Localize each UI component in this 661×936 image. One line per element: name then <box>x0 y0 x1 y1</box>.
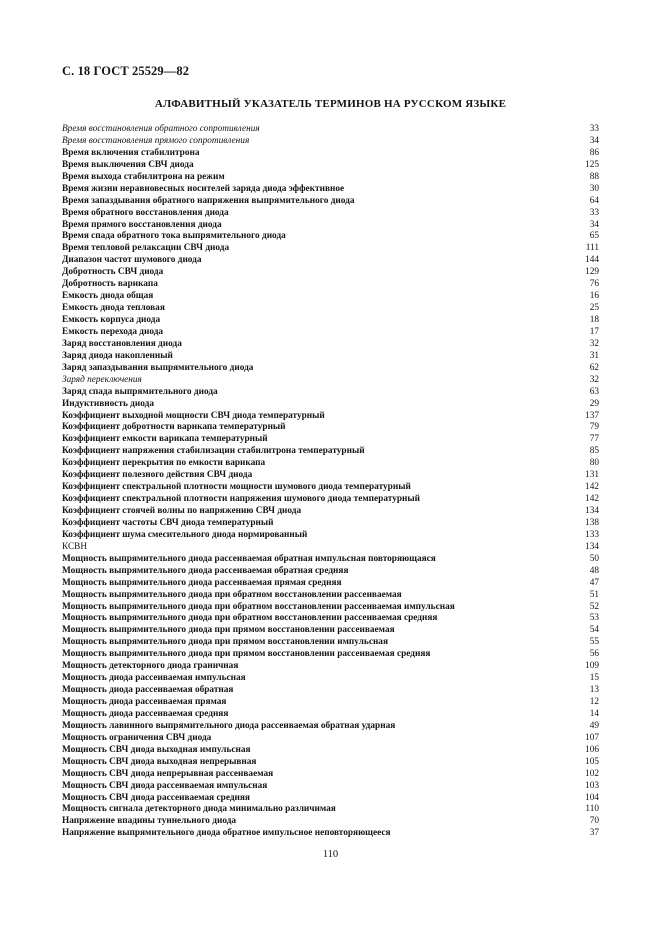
index-term: Заряд восстановления диода <box>62 338 182 349</box>
index-term: Диапазон частот шумового диода <box>62 255 202 266</box>
index-entry <box>62 816 599 828</box>
index-page-ref: 49 <box>589 720 599 731</box>
index-entry <box>62 446 599 458</box>
index-page-ref: 14 <box>589 708 599 719</box>
index-page-ref: 133 <box>585 529 599 540</box>
index-term: Мощность выпрямительного диода рассеиваемая обратная средняя <box>62 565 349 576</box>
index-page-ref: 18 <box>589 315 599 325</box>
index-entry <box>62 208 599 220</box>
index-page-ref: 142 <box>585 494 599 505</box>
index-term: Коэффициент добротности варикапа температурный <box>62 422 286 433</box>
index-term: Коэффициент выходной мощности СВЧ диода температурный <box>62 410 325 421</box>
index-term: Коэффициент стоячей волны по напряжению СВЧ диода <box>62 506 302 516</box>
index-term: Коэффициент частоты СВЧ диода температурный <box>62 517 274 528</box>
index-page-ref: 50 <box>589 553 599 564</box>
index-entry <box>62 422 599 434</box>
index-term: Мощность выпрямительного диода рассеиваемая обратная импульсная повторяющаяся <box>62 553 436 564</box>
index-entry <box>62 124 599 136</box>
index-term: Емкость диода общая <box>62 291 154 302</box>
index-term: Коэффициент спектральной плотности мощности шумового диода температурный <box>62 482 411 493</box>
index-entry <box>62 136 599 148</box>
index-term: Заряд запаздывания выпрямительного диода <box>62 362 254 373</box>
index-page-ref: 104 <box>585 792 599 803</box>
index-page-ref: 52 <box>589 601 599 612</box>
index-term: Мощность СВЧ диода выходная непрерывная <box>62 756 257 767</box>
index-page-ref: 37 <box>589 828 599 839</box>
index-term: Мощность диода рассеиваемая обратная <box>62 685 234 696</box>
index-page-ref: 85 <box>589 446 599 457</box>
index-entry <box>62 327 599 339</box>
index-entry <box>62 542 599 554</box>
index-page-ref: 15 <box>589 673 599 684</box>
index-page-ref: 34 <box>589 219 599 230</box>
index-term: Емкость диода тепловая <box>62 303 165 314</box>
index-page-ref: 107 <box>585 732 599 743</box>
index-entry <box>62 613 599 625</box>
index-entry <box>62 781 599 793</box>
index-page-ref: 54 <box>589 625 599 636</box>
index-term: Мощность диода рассеиваемая средняя <box>62 708 229 719</box>
index-entry <box>62 339 599 351</box>
index-term: Время жизни неравновесных носителей заряда диода эффективное <box>62 183 345 194</box>
index-entry <box>62 196 599 208</box>
index-entry <box>62 590 599 602</box>
index-term: Время восстановления прямого сопротивления <box>62 135 250 146</box>
index-term: Мощность лавинного выпрямительного диода рассеиваемая обратная ударная <box>62 720 396 731</box>
index-term: Время спада обратного тока выпрямительного диода <box>62 231 286 242</box>
index-entry <box>62 411 599 423</box>
index-term: Коэффициент напряжения стабилизации стабилитрона температурный <box>62 446 365 457</box>
index-entry <box>62 255 599 267</box>
index-entry <box>62 363 599 375</box>
index-page-ref: 80 <box>589 458 599 469</box>
index-term: Время тепловой релаксации СВЧ диода <box>62 243 230 254</box>
index-page-ref: 64 <box>589 195 599 206</box>
index-term: Мощность СВЧ диода рассеиваемая импульсная <box>62 780 268 791</box>
index-term: Индуктивность диода <box>62 398 154 409</box>
index-page-ref: 32 <box>589 374 599 385</box>
index-term: КСВН <box>62 541 88 552</box>
index-term: Мощность выпрямительного диода при обратном восстановлении рассеиваемая средняя <box>62 613 438 624</box>
index-entry <box>62 184 599 196</box>
index-page-ref: 138 <box>585 517 599 528</box>
index-term: Коэффициент емкости варикапа температурный <box>62 434 268 445</box>
index-term: Добротность варикапа <box>62 279 158 290</box>
index-term: Емкость перехода диода <box>62 326 164 337</box>
index-entry <box>62 470 599 482</box>
index-term: Время запаздывания обратного напряжения выпрямительного диода <box>62 195 355 206</box>
index-term: Мощность выпрямительного диода рассеиваемая прямая средняя <box>62 577 342 588</box>
index-page-ref: 88 <box>589 171 599 182</box>
index-term: Мощность СВЧ диода непрерывная рассеиваемая <box>62 768 274 779</box>
index-page-ref: 56 <box>589 649 599 660</box>
index-term: Мощность СВЧ диода выходная импульсная <box>62 744 251 755</box>
index-page-ref: 134 <box>585 506 599 516</box>
index-page-ref: 30 <box>589 183 599 194</box>
index-entry <box>62 160 599 172</box>
index-term: Мощность выпрямительного диода при обратном восстановлении рассеиваемая импульсная <box>62 601 455 612</box>
index-entry <box>62 697 599 709</box>
index-entry <box>62 602 599 614</box>
index-entry <box>62 804 599 816</box>
index-entry <box>62 351 599 363</box>
index-entry <box>62 220 599 232</box>
index-term: Мощность выпрямительного диода при прямом восстановлении рассеиваемая средняя <box>62 649 431 660</box>
index-entry <box>62 733 599 745</box>
index-term: Мощность диода рассеиваемая прямая <box>62 697 227 707</box>
index-entry <box>62 757 599 769</box>
index-page-ref: 110 <box>585 804 599 815</box>
index-term: Емкость корпуса диода <box>62 315 161 325</box>
index-term: Напряжение впадины туннельного диода <box>62 816 237 827</box>
index-term: Коэффициент шума смесительного диода нормированный <box>62 529 308 540</box>
index-entry <box>62 494 599 506</box>
index-page-ref: 77 <box>589 434 599 445</box>
index-page-ref: 79 <box>589 422 599 433</box>
index-entry <box>62 387 599 399</box>
index-page-ref: 142 <box>585 482 599 493</box>
index-entry <box>62 279 599 291</box>
index-page-ref: 144 <box>585 255 599 266</box>
index-term: Мощность сигнала детекторного диода минимально различимая <box>62 804 336 815</box>
index-page-ref: 86 <box>589 147 599 158</box>
term-index-list <box>62 124 599 840</box>
index-term: Заряд спада выпрямительного диода <box>62 386 218 397</box>
index-page-ref: 34 <box>589 135 599 146</box>
index-page-ref: 102 <box>585 768 599 779</box>
index-entry <box>62 685 599 697</box>
index-term: Заряд переключения <box>62 374 142 385</box>
index-page-ref: 32 <box>589 338 599 349</box>
index-entry <box>62 267 599 279</box>
index-entry <box>62 578 599 590</box>
index-page-ref: 76 <box>589 279 599 290</box>
index-term: Напряжение выпрямительного диода обратное импульсное неповторяющееся <box>62 828 391 839</box>
index-entry <box>62 554 599 566</box>
index-page-ref: 29 <box>589 398 599 409</box>
index-term: Мощность диода рассеиваемая импульсная <box>62 673 246 684</box>
index-entry <box>62 625 599 637</box>
index-term: Мощность СВЧ диода рассеиваемая средняя <box>62 792 250 803</box>
index-entry <box>62 375 599 387</box>
index-entry <box>62 231 599 243</box>
index-entry <box>62 649 599 661</box>
index-page-ref: 134 <box>585 541 599 552</box>
index-term: Мощность детекторного диода граничная <box>62 661 239 672</box>
index-entry <box>62 291 599 303</box>
index-entry <box>62 243 599 255</box>
index-term: Время прямого восстановления диода <box>62 219 222 230</box>
index-page-ref: 17 <box>589 326 599 337</box>
index-entry <box>62 172 599 184</box>
index-entry <box>62 745 599 757</box>
index-entry <box>62 709 599 721</box>
index-page-ref: 16 <box>589 291 599 302</box>
index-page-ref: 65 <box>589 231 599 242</box>
index-page-ref: 62 <box>589 362 599 373</box>
index-page-ref: 106 <box>585 744 599 755</box>
index-term: Мощность выпрямительного диода при прямом восстановлении рассеиваемая <box>62 625 395 636</box>
index-page-ref: 51 <box>589 589 599 600</box>
index-term: Коэффициент спектральной плотности напряжения шумового диода температурный <box>62 494 420 505</box>
index-term: Добротность СВЧ диода <box>62 267 164 278</box>
index-page-ref: 47 <box>589 577 599 588</box>
index-entry <box>62 148 599 160</box>
index-page-ref: 137 <box>585 410 599 421</box>
index-entry <box>62 458 599 470</box>
index-entry <box>62 793 599 805</box>
index-entry <box>62 506 599 518</box>
index-entry <box>62 673 599 685</box>
index-term: Время включения стабилитрона <box>62 147 200 158</box>
index-page-ref: 125 <box>585 159 599 170</box>
index-title: АЛФАВИТНЫЙ УКАЗАТЕЛЬ ТЕРМИНОВ НА РУССКОМ ЯЗЫКЕ <box>154 98 507 110</box>
index-page-ref: 53 <box>589 613 599 624</box>
page-header: С. 18 ГОСТ 25529—82 <box>62 64 190 78</box>
index-entry <box>62 303 599 315</box>
index-entry <box>62 482 599 494</box>
index-term: Коэффициент полезного действия СВЧ диода <box>62 470 253 481</box>
index-page-ref: 131 <box>585 470 599 481</box>
index-term: Коэффициент перекрытия по емкости варикапа <box>62 458 266 469</box>
index-page-ref: 25 <box>589 303 599 314</box>
page-number: 110 <box>322 849 339 860</box>
index-page-ref: 31 <box>589 350 599 361</box>
index-entry <box>62 661 599 673</box>
index-page-ref: 109 <box>585 661 599 672</box>
index-page-ref: 33 <box>589 207 599 218</box>
index-term: Время выхода стабилитрона на режим <box>62 171 225 182</box>
index-page-ref: 63 <box>589 386 599 397</box>
index-term: Мощность ограничения СВЧ диода <box>62 732 212 743</box>
index-term: Мощность выпрямительного диода при обратном восстановлении рассеиваемая <box>62 589 402 600</box>
index-term: Мощность выпрямительного диода при прямом восстановлении импульсная <box>62 637 388 648</box>
index-entry <box>62 530 599 542</box>
index-page-ref: 13 <box>589 685 599 696</box>
index-entry <box>62 315 599 327</box>
index-entry <box>62 721 599 733</box>
index-page-ref: 12 <box>589 697 599 707</box>
index-page-ref: 48 <box>589 565 599 576</box>
index-entry <box>62 828 599 840</box>
index-page-ref: 105 <box>585 756 599 767</box>
index-entry <box>62 518 599 530</box>
index-page-ref: 111 <box>585 243 599 254</box>
index-page-ref: 33 <box>589 124 599 134</box>
index-term: Заряд диода накопленный <box>62 350 173 361</box>
index-entry <box>62 769 599 781</box>
index-term: Время восстановления обратного сопротивления <box>62 124 260 134</box>
index-page-ref: 70 <box>589 816 599 827</box>
index-entry <box>62 434 599 446</box>
index-entry <box>62 399 599 411</box>
index-page-ref: 129 <box>585 267 599 278</box>
index-entry <box>62 637 599 649</box>
index-term: Время выключения СВЧ диода <box>62 159 194 170</box>
index-entry <box>62 566 599 578</box>
index-page-ref: 55 <box>589 637 599 648</box>
index-page-ref: 103 <box>585 780 599 791</box>
index-term: Время обратного восстановления диода <box>62 207 229 218</box>
